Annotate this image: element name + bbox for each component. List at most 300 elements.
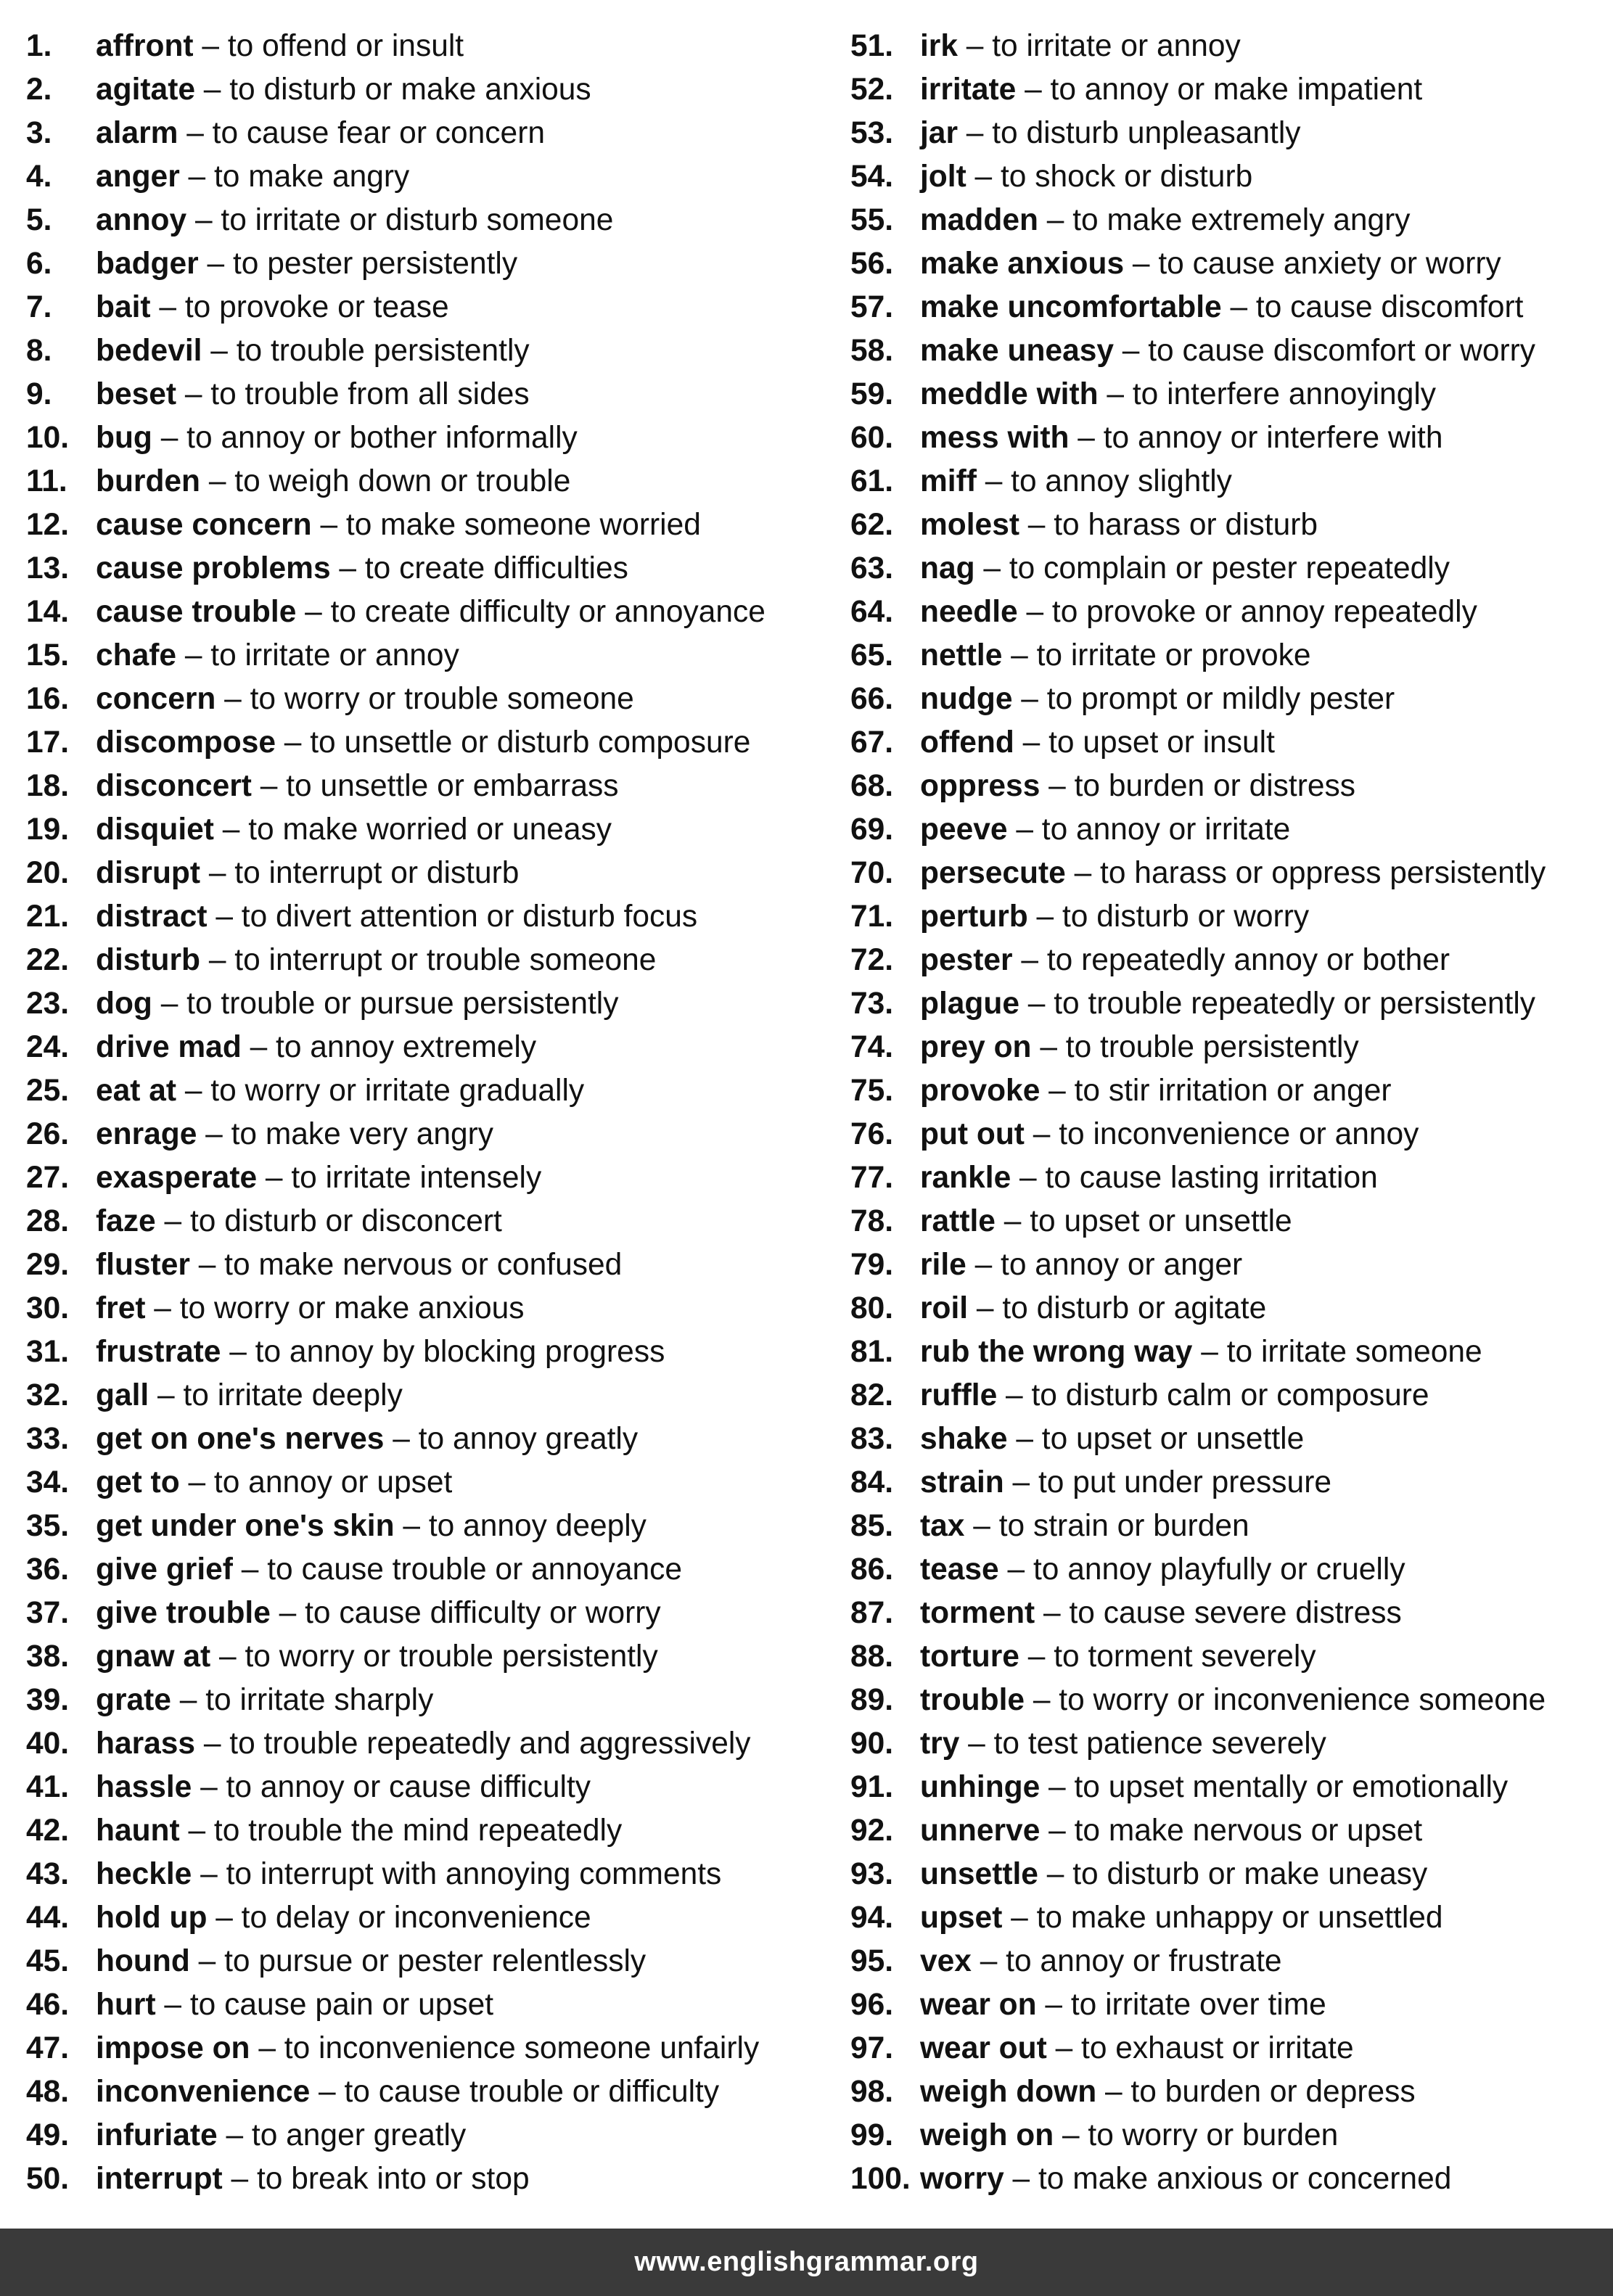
list-item (850, 1027, 1605, 1071)
list-item (850, 723, 1605, 766)
item-text (920, 1767, 1508, 1811)
item-text (920, 1288, 1266, 1332)
item-word: plague (920, 987, 1019, 1021)
item-definition: – to irritate deeply (149, 1378, 403, 1412)
item-number: 63. (850, 551, 894, 585)
item-text (920, 1375, 1429, 1419)
list-item (850, 635, 1605, 679)
item-definition: – to create difficulty or annoyance (296, 595, 766, 629)
item-word: haunt (96, 1814, 180, 1848)
item-number: 41. (26, 1770, 70, 1804)
item-number: 78. (850, 1204, 894, 1238)
item-number: 35. (26, 1509, 70, 1543)
item-text (920, 287, 1523, 331)
list-item (26, 548, 832, 592)
item-definition: – to worry or inconvenience someone (1025, 1683, 1546, 1717)
item-text (96, 592, 766, 635)
item-text (96, 1419, 638, 1462)
item-word: miff (920, 464, 977, 498)
item-word: weigh on (920, 2118, 1054, 2152)
item-definition: – to disturb unpleasantly (957, 116, 1301, 150)
item-word: trouble (920, 1683, 1025, 1717)
item-number: 24. (26, 1030, 70, 1064)
item-definition: – to annoy or upset (179, 1465, 453, 1499)
item-definition: – to make unhappy or unsettled (1002, 1901, 1443, 1935)
item-word: distract (96, 900, 208, 934)
item-word: burden (96, 464, 201, 498)
item-text (96, 157, 409, 200)
list-item (26, 810, 832, 853)
item-definition: – to create difficulties (330, 551, 628, 585)
item-text (96, 374, 530, 418)
item-number: 29. (26, 1248, 70, 1282)
item-text (920, 548, 1450, 592)
item-definition: – to disturb or make anxious (194, 73, 591, 107)
item-number: 15. (26, 638, 70, 672)
item-definition: – to interrupt or trouble someone (200, 943, 657, 977)
item-text (920, 679, 1395, 723)
item-word: get to (96, 1465, 180, 1499)
item-word: hold up (96, 1901, 208, 1935)
item-number: 75. (850, 1074, 894, 1108)
item-number: 94. (850, 1901, 894, 1935)
item-text (96, 1680, 433, 1724)
item-text (920, 2115, 1338, 2159)
list-item (26, 2115, 832, 2159)
item-number: 49. (26, 2118, 70, 2152)
item-definition: – to disturb or agitate (968, 1291, 1267, 1325)
item-text (96, 1071, 584, 1114)
item-word: disquiet (96, 812, 214, 847)
item-word: disturb (96, 943, 201, 977)
item-text (96, 810, 612, 853)
item-number: 26. (26, 1117, 70, 1151)
item-text (96, 897, 697, 940)
item-text (96, 766, 618, 810)
item-definition: – to weigh down or trouble (200, 464, 571, 498)
item-number: 12. (26, 508, 70, 542)
item-word: bait (96, 290, 151, 324)
item-definition: – to cause discomfort (1221, 290, 1524, 324)
item-number: 80. (850, 1291, 894, 1325)
item-text (96, 461, 570, 505)
list-item (26, 287, 832, 331)
list-item (26, 592, 832, 635)
item-word: give grief (96, 1552, 233, 1587)
item-text (920, 1724, 1326, 1767)
item-number: 61. (850, 464, 894, 498)
item-word: molest (920, 508, 1019, 542)
item-number: 18. (26, 769, 70, 803)
list-item (26, 1680, 832, 1724)
list-item (26, 1811, 832, 1854)
list-item (850, 548, 1605, 592)
item-text (96, 723, 750, 766)
item-definition: – to make nervous or confused (189, 1248, 623, 1282)
item-word: give trouble (96, 1596, 271, 1630)
item-definition: – to upset mentally or emotionally (1040, 1770, 1509, 1804)
item-definition: – to trouble from all sides (176, 377, 530, 411)
item-word: torment (920, 1596, 1035, 1630)
item-text (96, 113, 545, 157)
item-word: rile (920, 1248, 966, 1282)
item-word: annoy (96, 203, 187, 237)
item-number: 81. (850, 1335, 894, 1369)
item-word: hassle (96, 1770, 192, 1804)
item-number: 46. (26, 1988, 70, 2022)
item-number: 31. (26, 1335, 70, 1369)
item-word: roil (920, 1291, 969, 1325)
item-definition: – to prompt or mildly pester (1012, 682, 1395, 716)
item-number: 68. (850, 769, 894, 803)
item-text (96, 635, 459, 679)
item-definition: – to worry or trouble someone (216, 682, 634, 716)
item-definition: – to annoy or interfere with (1069, 421, 1443, 455)
item-number: 76. (850, 1117, 894, 1151)
item-text (96, 1724, 751, 1767)
list-item (850, 113, 1605, 157)
item-word: tax (920, 1509, 965, 1543)
list-item (850, 1245, 1605, 1288)
item-number: 9. (26, 377, 52, 411)
item-text (920, 1898, 1443, 1941)
item-number: 100. (850, 2162, 911, 2196)
item-definition: – to cause trouble or difficulty (310, 2075, 720, 2109)
item-text (96, 26, 464, 70)
item-word: chafe (96, 638, 177, 672)
item-number: 54. (850, 160, 894, 194)
item-number: 74. (850, 1030, 894, 1064)
list-item (850, 1071, 1605, 1114)
list-item (26, 331, 832, 374)
item-text (96, 1375, 403, 1419)
footer-bar (0, 2229, 1613, 2296)
item-word: madden (920, 203, 1038, 237)
item-text (920, 244, 1501, 287)
item-definition: – to annoy by blocking progress (221, 1335, 665, 1369)
item-definition: – to disturb or disconcert (155, 1204, 502, 1238)
item-number: 20. (26, 856, 70, 890)
item-word: concern (96, 682, 216, 716)
item-word: interrupt (96, 2162, 223, 2196)
item-number: 38. (26, 1639, 70, 1674)
item-word: bedevil (96, 334, 202, 368)
list-item (850, 505, 1605, 548)
item-definition: – to exhaust or irritate (1046, 2031, 1354, 2065)
item-number: 51. (850, 29, 894, 63)
item-number: 62. (850, 508, 894, 542)
list-item (26, 1288, 832, 1332)
item-word: anger (96, 160, 180, 194)
list-item (850, 1898, 1605, 1941)
item-definition: – to upset or unsettle (1007, 1422, 1305, 1456)
item-definition: – to worry or make anxious (145, 1291, 525, 1325)
item-definition: – to cause pain or upset (155, 1988, 494, 2022)
list-item (850, 1811, 1605, 1854)
item-definition: – to anger greatly (217, 2118, 467, 2152)
item-text (920, 1245, 1242, 1288)
item-text (96, 1158, 541, 1201)
item-number: 40. (26, 1727, 70, 1761)
item-word: ruffle (920, 1378, 998, 1412)
item-definition: – to trouble the mind repeatedly (179, 1814, 623, 1848)
item-word: inconvenience (96, 2075, 311, 2109)
item-text (920, 897, 1309, 940)
item-text (920, 374, 1436, 418)
item-definition: – to cause anxiety or worry (1124, 247, 1501, 281)
item-word: nettle (920, 638, 1003, 672)
list-item (850, 897, 1605, 940)
item-word: fret (96, 1291, 146, 1325)
item-definition: – to unsettle or disturb composure (276, 725, 751, 760)
item-word: enrage (96, 1117, 197, 1151)
item-number: 92. (850, 1814, 894, 1848)
item-number: 11. (26, 464, 67, 498)
item-number: 42. (26, 1814, 70, 1848)
item-text (920, 1462, 1331, 1506)
item-number: 14. (26, 595, 70, 629)
list-item (26, 1593, 832, 1637)
item-definition: – to annoy or anger (966, 1248, 1243, 1282)
item-word: impose on (96, 2031, 250, 2065)
item-text (96, 331, 530, 374)
item-number: 10. (26, 421, 70, 455)
item-text (96, 1854, 721, 1898)
item-word: hound (96, 1944, 190, 1978)
list-item (850, 810, 1605, 853)
item-definition: – to burden or depress (1096, 2075, 1416, 2109)
list-item (850, 1158, 1605, 1201)
item-word: gall (96, 1378, 149, 1412)
list-item (26, 26, 832, 70)
list-item (26, 1027, 832, 1071)
item-definition: – to inconvenience someone unfairly (250, 2031, 760, 2065)
item-number: 25. (26, 1074, 70, 1108)
list-item (26, 1941, 832, 1985)
item-word: peeve (920, 812, 1008, 847)
item-number: 8. (26, 334, 52, 368)
list-item (850, 1593, 1605, 1637)
item-definition: – to burden or distress (1040, 769, 1356, 803)
list-item (850, 1941, 1605, 1985)
item-word: unsettle (920, 1857, 1038, 1891)
item-number: 96. (850, 1988, 894, 2022)
list-item (26, 505, 832, 548)
item-definition: – to interrupt or disturb (200, 856, 520, 890)
list-item (850, 853, 1605, 897)
item-text (920, 1506, 1249, 1550)
item-word: wear on (920, 1988, 1037, 2022)
list-item (26, 853, 832, 897)
item-word: try (920, 1727, 960, 1761)
item-word: make uneasy (920, 334, 1114, 368)
item-text (920, 1985, 1326, 2028)
list-item (26, 1201, 832, 1245)
list-item (850, 2115, 1605, 2159)
item-word: cause concern (96, 508, 312, 542)
item-number: 7. (26, 290, 52, 324)
item-definition: – to pester persistently (198, 247, 518, 281)
item-number: 52. (850, 73, 894, 107)
list-item (26, 679, 832, 723)
item-definition: – to cause discomfort or worry (1113, 334, 1536, 368)
item-definition: – to worry or burden (1054, 2118, 1339, 2152)
list-item (26, 1419, 832, 1462)
item-word: meddle with (920, 377, 1099, 411)
list-item (26, 723, 832, 766)
item-number: 2. (26, 73, 52, 107)
item-definition: – to interfere annoyingly (1098, 377, 1437, 411)
list-item (26, 1375, 832, 1419)
item-text (920, 1201, 1292, 1245)
item-text (96, 1898, 591, 1941)
item-number: 60. (850, 421, 894, 455)
item-number: 33. (26, 1422, 70, 1456)
item-text (96, 679, 634, 723)
item-word: affront (96, 29, 194, 63)
item-definition: – to put under pressure (1003, 1465, 1331, 1499)
list-item (850, 679, 1605, 723)
item-definition: – to provoke or annoy repeatedly (1017, 595, 1477, 629)
item-definition: – to trouble repeatedly or persistently (1019, 987, 1536, 1021)
item-definition: – to divert attention or disturb focus (207, 900, 698, 934)
item-number: 3. (26, 116, 52, 150)
item-number: 5. (26, 203, 52, 237)
item-word: beset (96, 377, 177, 411)
list-item (850, 1985, 1605, 2028)
item-word: get on one's nerves (96, 1422, 385, 1456)
item-definition: – to trouble persistently (202, 334, 530, 368)
list-item (26, 1158, 832, 1201)
item-word: make uncomfortable (920, 290, 1222, 324)
list-item (26, 1985, 832, 2028)
item-word: irk (920, 29, 958, 63)
list-item (850, 1419, 1605, 1462)
item-word: irritate (920, 73, 1017, 107)
item-text (920, 331, 1535, 374)
item-definition: – to complain or pester repeatedly (974, 551, 1450, 585)
item-definition: – to annoy greatly (384, 1422, 639, 1456)
item-text (920, 853, 1546, 897)
list-item (26, 1724, 832, 1767)
list-item (850, 244, 1605, 287)
item-number: 36. (26, 1552, 70, 1587)
item-text (96, 1288, 525, 1332)
item-word: discompose (96, 725, 276, 760)
item-definition: – to unsettle or embarrass (251, 769, 619, 803)
item-definition: – to cause trouble or annoyance (232, 1552, 682, 1587)
item-word: alarm (96, 116, 178, 150)
item-number: 45. (26, 1944, 70, 1978)
item-text (920, 1811, 1422, 1854)
item-definition: – to offend or insult (193, 29, 464, 63)
item-definition: – to disturb or worry (1027, 900, 1310, 934)
list-item (26, 244, 832, 287)
item-definition: – to trouble repeatedly and aggressively (195, 1727, 751, 1761)
list-item (850, 1288, 1605, 1332)
item-text (96, 1811, 622, 1854)
item-definition: – to provoke or tease (150, 290, 449, 324)
item-number: 6. (26, 247, 52, 281)
item-number: 69. (850, 812, 894, 847)
item-text (96, 1201, 502, 1245)
item-text (96, 2159, 530, 2202)
list-item (26, 157, 832, 200)
item-text (96, 1245, 622, 1288)
item-word: strain (920, 1465, 1004, 1499)
list-item (850, 1550, 1605, 1593)
item-definition: – to disturb or make uneasy (1038, 1857, 1428, 1891)
item-text (920, 1854, 1427, 1898)
item-word: infuriate (96, 2118, 218, 2152)
item-definition: – to inconvenience or annoy (1024, 1117, 1419, 1151)
list-item (850, 1506, 1605, 1550)
item-number: 13. (26, 551, 70, 585)
list-item (850, 1462, 1605, 1506)
item-word: vex (920, 1944, 972, 1978)
item-definition: – to strain or burden (964, 1509, 1249, 1543)
item-text (920, 592, 1477, 635)
item-word: rub the wrong way (920, 1335, 1193, 1369)
list-item (850, 766, 1605, 810)
item-number: 89. (850, 1683, 894, 1717)
item-number: 43. (26, 1857, 70, 1891)
item-word: cause problems (96, 551, 331, 585)
item-word: bug (96, 421, 152, 455)
website-url[interactable]: www.englishgrammar.org (634, 2247, 979, 2277)
list-item (850, 1201, 1605, 1245)
item-word: heckle (96, 1857, 192, 1891)
item-text (920, 157, 1252, 200)
item-word: drive mad (96, 1030, 242, 1064)
item-definition: – to interrupt with annoying comments (192, 1857, 722, 1891)
item-word: frustrate (96, 1335, 221, 1369)
item-text (96, 1506, 647, 1550)
item-definition: – to trouble persistently (1031, 1030, 1359, 1064)
item-text (96, 70, 591, 113)
item-number: 72. (850, 943, 894, 977)
item-definition: – to annoy slightly (976, 464, 1232, 498)
item-number: 27. (26, 1161, 70, 1195)
item-definition: – to worry or trouble persistently (210, 1639, 658, 1674)
item-definition: – to make nervous or upset (1040, 1814, 1423, 1848)
item-definition: – to torment severely (1019, 1639, 1316, 1674)
list-item (26, 2028, 832, 2072)
list-item (850, 26, 1605, 70)
item-definition: – to make angry (179, 160, 410, 194)
item-number: 48. (26, 2075, 70, 2109)
item-definition: – to cause difficulty or worry (270, 1596, 661, 1630)
item-number: 79. (850, 1248, 894, 1282)
item-definition: – to cause fear or concern (178, 116, 545, 150)
item-text (96, 548, 628, 592)
item-number: 67. (850, 725, 894, 760)
list-item (850, 592, 1605, 635)
item-word: rankle (920, 1161, 1011, 1195)
item-definition: – to irritate or annoy (176, 638, 459, 672)
item-word: cause trouble (96, 595, 297, 629)
item-number: 37. (26, 1596, 70, 1630)
item-text (920, 810, 1290, 853)
item-text (96, 200, 613, 244)
item-number: 86. (850, 1552, 894, 1587)
item-definition: – to irritate over time (1036, 1988, 1326, 2022)
item-definition: – to irritate or annoy (957, 29, 1241, 63)
item-definition: – to irritate or disturb someone (186, 203, 614, 237)
item-text (920, 766, 1355, 810)
list-item (26, 897, 832, 940)
item-text (96, 1027, 536, 1071)
